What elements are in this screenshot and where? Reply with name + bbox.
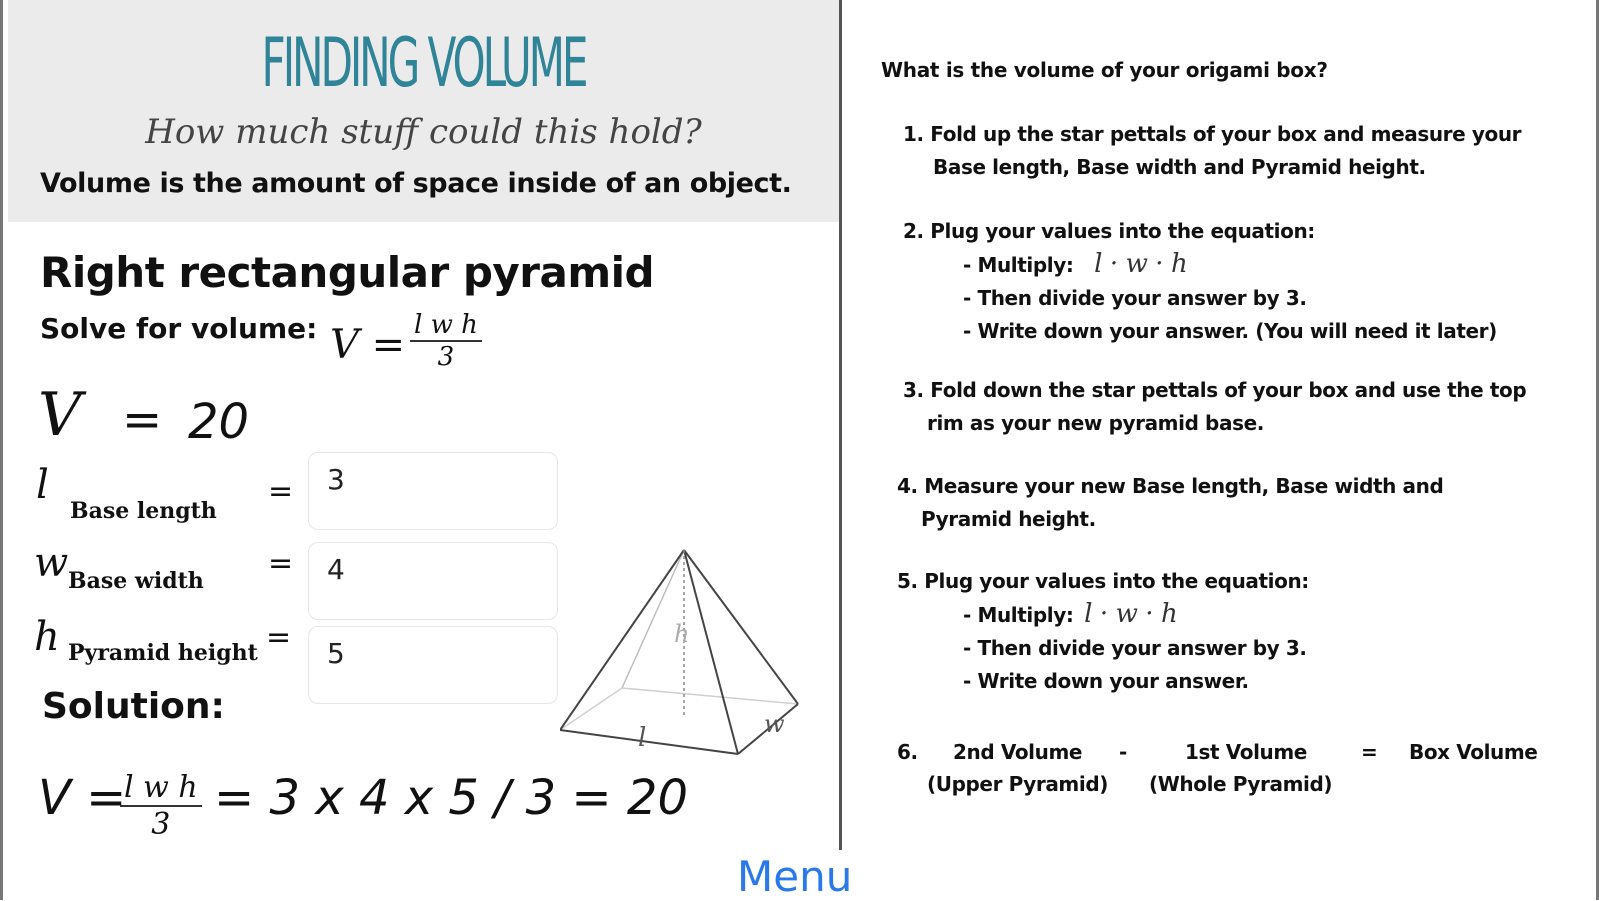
height-symbol: h	[34, 614, 60, 660]
step-3-line-2: rim as your new pyramid base.	[927, 411, 1264, 435]
step-6-equals: =	[1361, 740, 1378, 764]
step-3	[903, 374, 1526, 440]
step-6-term-2-sub: (Whole Pyramid)	[1149, 772, 1333, 796]
solution-numerator: l w h	[120, 770, 202, 807]
step-4-line-1: 4. Measure your new Base length, Base width and	[897, 474, 1444, 498]
pyramid-height-input[interactable]: 5	[308, 626, 558, 704]
step-5-write: - Write down your answer.	[963, 669, 1249, 693]
step-6-term-2: 1st Volume	[1185, 740, 1307, 764]
width-label: Base width	[68, 568, 204, 594]
step-6-minus: -	[1119, 740, 1127, 764]
step-2-write: - Write down your answer. (You will need it later)	[963, 319, 1497, 343]
page-title: FINDING VOLUME	[261, 24, 586, 103]
result-symbol: V	[38, 380, 82, 450]
solution-lhs-text: V =	[38, 770, 127, 826]
shape-name: Right rectangular pyramid	[40, 248, 655, 297]
solution-denominator: 3	[151, 807, 171, 842]
step-2-divide: - Then divide your answer by 3.	[963, 286, 1307, 310]
step-6-term-1: 2nd Volume	[953, 740, 1083, 764]
step-5-line-1: 5. Plug your values into the equation:	[897, 569, 1309, 593]
step-3-line-1: 3. Fold down the star pettals of your box and use the top	[903, 378, 1527, 402]
menu-link[interactable]: Menu	[737, 852, 853, 901]
solve-label: Solve for volume:	[40, 312, 318, 345]
pyramid-label-w: w	[764, 710, 785, 738]
length-label: Base length	[70, 498, 217, 524]
header-banner	[8, 0, 839, 222]
length-symbol: l	[36, 462, 49, 508]
base-length-input[interactable]: 3	[308, 452, 558, 530]
step-5-divide: - Then divide your answer by 3.	[963, 636, 1307, 660]
result-equals: =	[122, 392, 163, 448]
base-width-input[interactable]: 4	[308, 542, 558, 620]
step-1-line-2: Base length, Base width and Pyramid height.	[933, 155, 1426, 179]
step-1	[903, 118, 1521, 184]
step-5-multiply: - Multiply:	[963, 603, 1074, 627]
step-5	[897, 565, 1309, 698]
pyramid-diagram	[560, 540, 820, 760]
step-5-formula: l · w · h	[1084, 599, 1178, 629]
height-equals: =	[266, 620, 292, 655]
formula-denominator: 3	[437, 342, 455, 372]
formula-fraction	[410, 310, 482, 372]
result-value: 20	[188, 394, 250, 450]
instructions-question: What is the volume of your origami box?	[881, 58, 1328, 82]
step-1-line-1: 1. Fold up the star pettals of your box and measure your	[903, 122, 1522, 146]
step-2-line-1: 2. Plug your values into the equation:	[903, 219, 1315, 243]
step-6-number: 6.	[897, 740, 918, 764]
pyramid-label-l: l	[638, 723, 647, 753]
step-5-multiply-row	[897, 598, 1309, 632]
height-label: Pyramid height	[68, 640, 258, 666]
step-6-term-1-sub: (Upper Pyramid)	[927, 772, 1108, 796]
formula-numerator: l w h	[410, 310, 482, 342]
solution-label: Solution:	[42, 686, 225, 727]
step-2-formula: l · w · h	[1094, 249, 1188, 279]
formula-lhs: V =	[330, 322, 406, 368]
step-2-multiply: - Multiply:	[963, 253, 1074, 277]
pyramid-visible-edges	[560, 550, 798, 754]
step-2	[903, 215, 1497, 348]
step-4-line-2: Pyramid height.	[921, 507, 1096, 531]
pane-divider	[839, 0, 842, 850]
solution-fraction	[120, 770, 202, 842]
step-6-result: Box Volume	[1409, 740, 1538, 764]
width-equals: =	[268, 546, 294, 581]
step-2-multiply-row	[903, 248, 1497, 282]
pyramid-label-h: h	[674, 620, 690, 648]
solution-rhs: = 3 x 4 x 5 / 3 = 20	[214, 770, 688, 826]
instructions-pane	[843, 0, 1596, 900]
length-equals: =	[268, 474, 294, 509]
step-4	[897, 470, 1443, 536]
page-subtitle: How much stuff could this hold?	[145, 112, 702, 152]
width-symbol: w	[34, 540, 69, 586]
volume-definition: Volume is the amount of space inside of an object.	[40, 168, 792, 199]
solution-lhs	[38, 770, 126, 826]
